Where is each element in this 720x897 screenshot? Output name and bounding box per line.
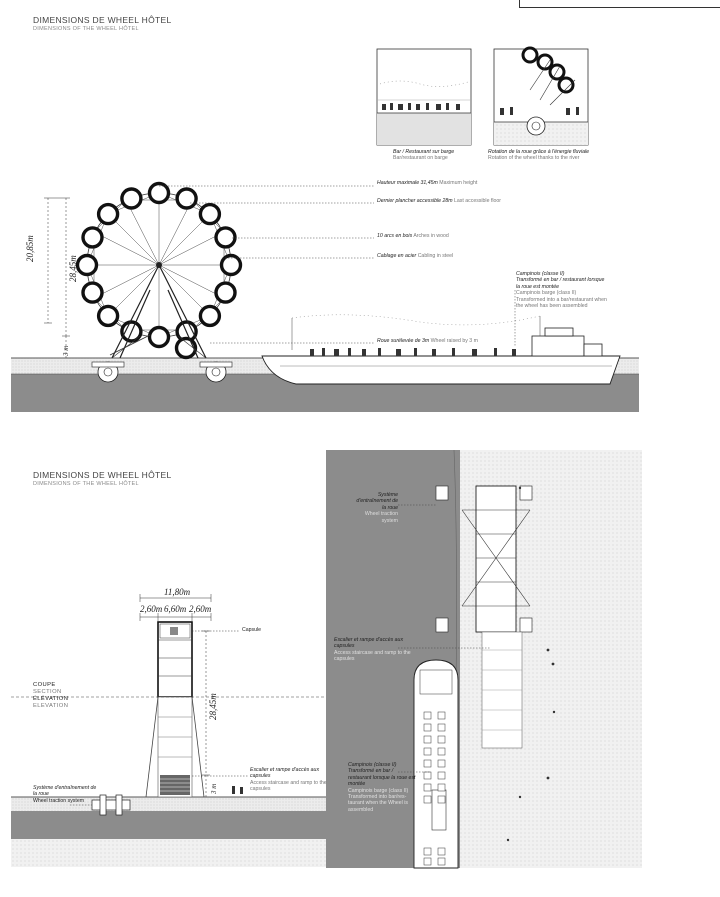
capsule-ring — [222, 256, 241, 275]
table-marker — [438, 784, 445, 791]
table-marker — [424, 796, 431, 803]
table-marker — [438, 772, 445, 779]
campinois-en3: the wheel has been assembled — [516, 303, 588, 310]
plan-campinois-label — [348, 762, 418, 813]
plan-stair-en2: capsules — [334, 656, 355, 663]
plan-stair-en1: Access staircase and ramp to the — [334, 649, 411, 656]
capsule-ring — [99, 306, 118, 325]
label-last-floor — [377, 198, 501, 204]
top-title: DIMENSIONS DE WHEEL HÔTEL — [33, 15, 172, 25]
inset-bar-restaurant — [377, 49, 471, 145]
plan-camp-fr2: Transformé en bar / — [348, 768, 394, 775]
section-stair-en1: Access staircase and ramp to the — [250, 779, 327, 786]
top-subtitle: DIMENSIONS OF THE WHEEL HÔTEL — [33, 26, 139, 32]
capsule-ring — [122, 189, 141, 208]
section-traction-fr2: la roue — [33, 791, 49, 798]
section-traction-fr1: Système d'entraînement de — [33, 785, 97, 791]
table-marker — [424, 760, 431, 767]
coupe-en: SECTION — [33, 689, 62, 695]
table-marker — [424, 724, 431, 731]
label-max-height — [377, 180, 477, 186]
section-traction-label — [33, 785, 105, 804]
dim-width: 11,80m — [164, 587, 191, 597]
cabling-fr: Cablage en acier — [377, 253, 417, 259]
table-marker — [424, 712, 431, 719]
section-stair-en2: capsules — [250, 786, 271, 793]
plan-camp-en4: assembled — [348, 806, 374, 813]
capsule-ring — [150, 328, 169, 347]
inset-left-en: Bar/restaurant on barge — [393, 155, 448, 162]
max-height-fr: Hauteur maximale 31,45m — [377, 180, 438, 186]
ferris-wheel-elevation — [78, 184, 241, 383]
capsule-ring — [83, 228, 102, 247]
table-marker — [438, 712, 445, 719]
inset-left-fr: Bar / Restaurant sur barge — [393, 149, 455, 155]
bottom-subtitle: DIMENSIONS OF THE WHEEL HÔTEL — [33, 481, 139, 487]
dim-w1: 2,60m — [140, 604, 163, 614]
dim-inner-height: 28,45m — [68, 255, 78, 282]
plan-camp-fr3: restaurant lorsque la roue est — [348, 774, 416, 781]
cabling-en: Cabling in steel — [417, 253, 454, 259]
plan-stair-fr2: capsules — [334, 643, 355, 650]
capsule-ring — [78, 256, 97, 275]
last-floor-fr: Dernier plancher accessible 28m — [377, 198, 453, 204]
capsule-ring — [216, 228, 235, 247]
section-stair-fr1: Escalier et rampe d'accès aux — [250, 767, 320, 773]
inset-right-en: Rotation of the wheel thanks to the river — [488, 155, 580, 162]
campinois-en1: Campinois barge (class II) — [516, 290, 577, 297]
plan-camp-fr4: montée — [348, 781, 366, 788]
table-marker — [424, 736, 431, 743]
capsule-ring — [200, 306, 219, 325]
campinois-barge — [262, 315, 620, 384]
campinois-en2: Transformed into a bar/restaurant when — [516, 296, 607, 303]
plan-traction-fr1: Système — [377, 492, 398, 498]
capsule-ring — [177, 189, 196, 208]
table-marker — [438, 736, 445, 743]
plan-camp-fr1: Campinois (classe II) — [348, 762, 397, 768]
inset-right-fr: Rotation de la roue grâce à l'énergie fluviale — [488, 149, 590, 155]
capsule-ring — [99, 205, 118, 224]
plan-traction-fr3: la roue — [382, 504, 398, 511]
dim-section-height: 28,45m — [208, 693, 218, 720]
capsule-ring — [200, 205, 219, 224]
table-marker — [438, 748, 445, 755]
dim-section-base: 3 m — [210, 783, 218, 794]
inset-right-caption — [488, 149, 618, 162]
section-drawing — [11, 594, 333, 867]
table-marker — [424, 848, 431, 855]
dim-w2: 6,60m — [164, 604, 187, 614]
plan-camp-en1: Campinois barge (class II) — [348, 787, 409, 794]
table-marker — [424, 858, 431, 865]
table-marker — [424, 784, 431, 791]
last-floor-en: Last accessible floor — [454, 198, 501, 204]
label-arches — [377, 233, 449, 239]
capsule-label: Capsule — [242, 627, 262, 633]
table-marker — [438, 848, 445, 855]
coupe-label — [33, 682, 68, 710]
dim-total-height: 20,85m — [25, 235, 35, 262]
plan-traction-label — [336, 492, 398, 524]
plan-traction-en1: Wheel traction — [364, 511, 398, 518]
campinois-fr2: Transformé en bar / restaurant lorsque — [516, 277, 605, 284]
elevation-fr: ÉLÉVATION — [33, 696, 69, 702]
dim-w3: 2,60m — [189, 604, 212, 614]
plan-traction-en2: system — [381, 517, 398, 524]
max-height-en: Maximum height — [439, 180, 478, 186]
campinois-fr3: la roue est montée — [516, 283, 559, 290]
bottom-title: DIMENSIONS DE WHEEL HÔTEL — [33, 470, 172, 480]
dim-raise: 3 m — [62, 345, 70, 356]
section-stair-label — [250, 767, 330, 793]
raised-en: Wheel raised by 3 m — [430, 338, 478, 344]
inset-rotation — [494, 48, 588, 145]
campinois-fr1: Campinois (classe II) — [516, 271, 565, 277]
capsule-ring — [150, 184, 169, 203]
plan-traction-fr2: d'entraînement de — [356, 498, 398, 505]
table-marker — [424, 748, 431, 755]
capsule-ring — [177, 339, 196, 358]
plan-camp-en2: Transformed into bar/res- — [348, 794, 407, 801]
table-marker — [438, 724, 445, 731]
plan-stair-label — [334, 637, 414, 663]
arches-fr: 10 arcs en bois — [377, 233, 413, 239]
capsule-ring — [83, 283, 102, 302]
plan-stair-fr1: Escalier et rampe d'accès aux — [334, 637, 404, 643]
raised-fr: Roue surélevée de 3m — [377, 338, 430, 344]
table-marker — [438, 858, 445, 865]
inset-left-caption — [393, 149, 473, 162]
label-campinois — [516, 271, 656, 309]
section-traction-en: Wheel traction system — [33, 797, 85, 804]
table-marker — [438, 796, 445, 803]
plan-camp-en3: taurant when the Wheel is — [348, 800, 408, 807]
section-stair-fr2: capsules — [250, 773, 271, 780]
table-marker — [424, 772, 431, 779]
capsule-ring — [216, 283, 235, 302]
coupe-fr: COUPE — [33, 682, 56, 688]
arches-en: Arches in wood — [413, 233, 449, 239]
height-dimensions — [44, 198, 70, 358]
label-cabling — [377, 253, 453, 259]
label-raised — [377, 338, 478, 344]
table-marker — [438, 760, 445, 767]
elevation-en: ELEVATION — [33, 703, 69, 709]
